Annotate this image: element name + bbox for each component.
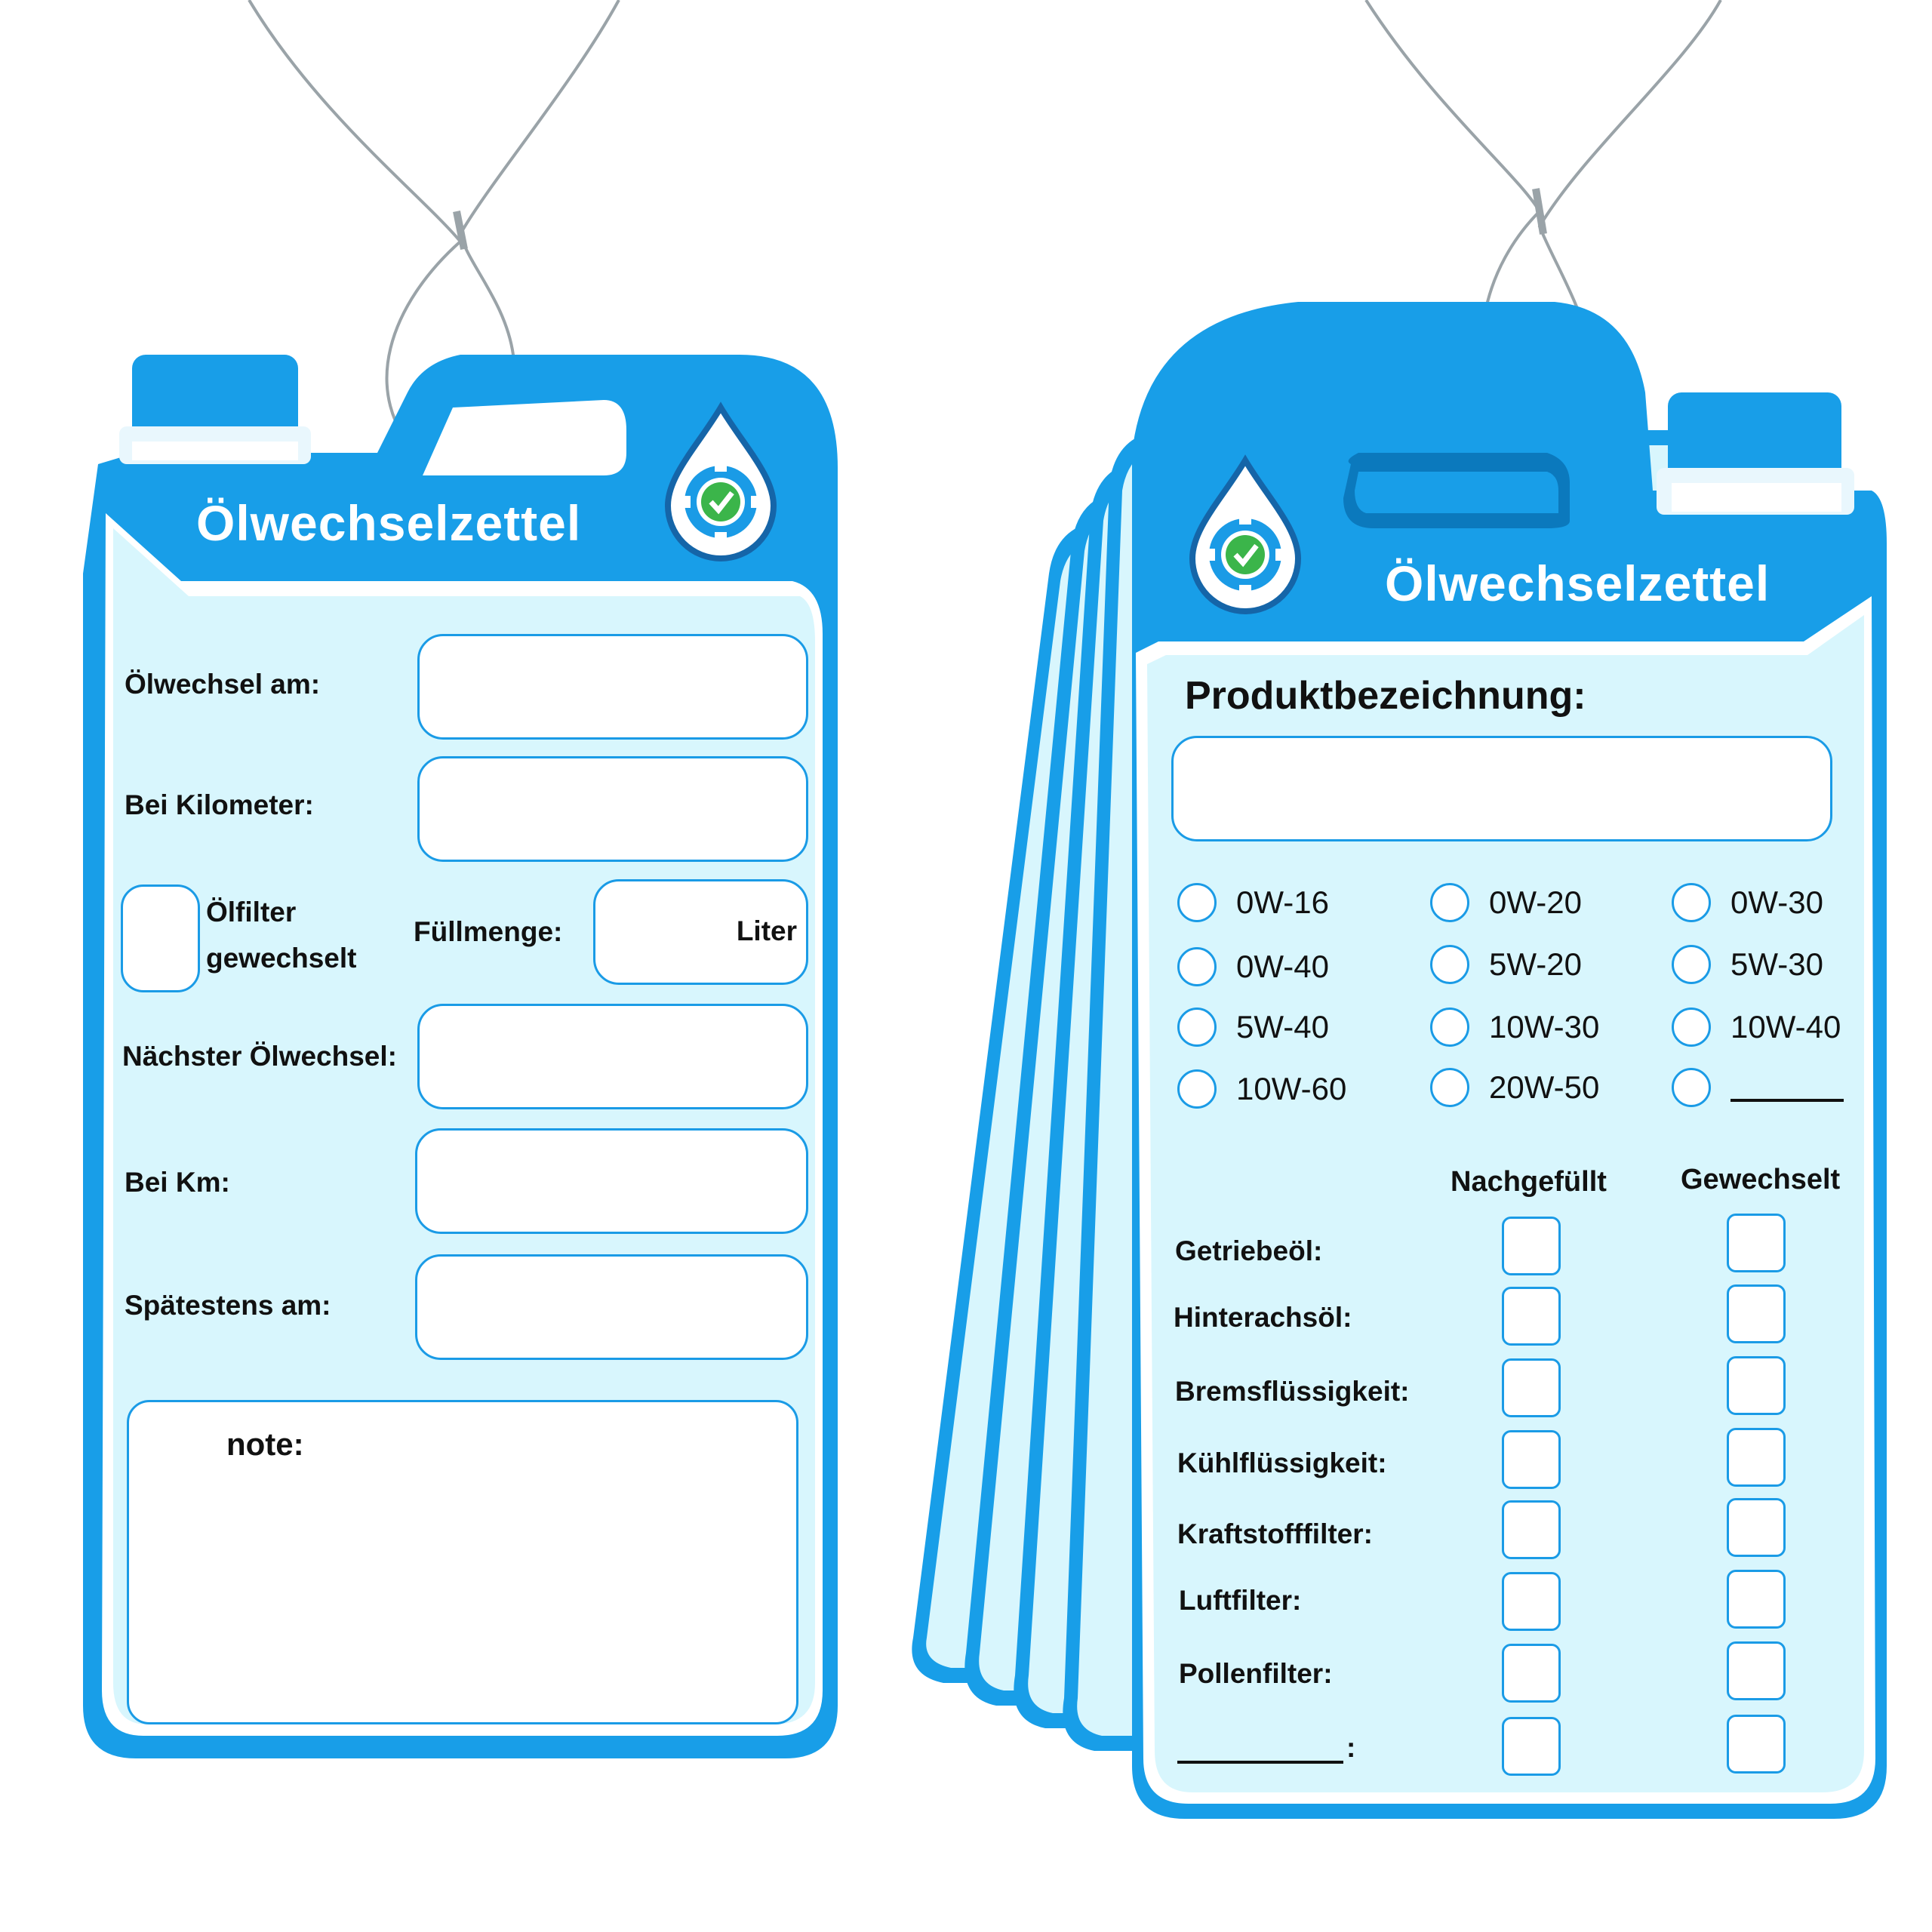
custom-viscosity-blank[interactable] bbox=[1730, 1073, 1844, 1102]
at-km-label: Bei Km: bbox=[125, 1167, 230, 1198]
latest-date-field[interactable] bbox=[415, 1254, 808, 1360]
latest-date-label: Spätestens am: bbox=[125, 1290, 331, 1321]
at-km-field[interactable] bbox=[415, 1128, 808, 1234]
viscosity-option[interactable]: 5W-20 bbox=[1430, 945, 1582, 984]
changed-checkbox[interactable] bbox=[1727, 1428, 1786, 1487]
viscosity-option[interactable]: 0W-20 bbox=[1430, 883, 1582, 922]
row-label: Hinterachsöl: bbox=[1174, 1302, 1352, 1333]
radio-button[interactable] bbox=[1177, 1069, 1217, 1109]
radio-button[interactable] bbox=[1430, 1068, 1469, 1107]
viscosity-option[interactable]: 10W-30 bbox=[1430, 1008, 1599, 1047]
oil-filter-checkbox[interactable] bbox=[121, 884, 200, 992]
front-tag-title: Ölwechselzettel bbox=[196, 495, 582, 551]
radio-button[interactable] bbox=[1672, 1068, 1711, 1107]
refilled-checkbox[interactable] bbox=[1502, 1500, 1561, 1559]
custom-row-blank[interactable] bbox=[1177, 1734, 1343, 1764]
viscosity-option[interactable]: 0W-16 bbox=[1177, 883, 1329, 922]
row-label: Getriebeöl: bbox=[1175, 1235, 1323, 1266]
row-label: Pollenfilter: bbox=[1179, 1658, 1333, 1689]
changed-checkbox[interactable] bbox=[1727, 1356, 1786, 1415]
viscosity-option-custom[interactable] bbox=[1672, 1068, 1844, 1107]
refilled-checkbox[interactable] bbox=[1502, 1572, 1561, 1631]
oil-filter-label-line1: Ölfilter bbox=[206, 897, 297, 928]
refilled-checkbox[interactable] bbox=[1502, 1358, 1561, 1417]
refilled-checkbox[interactable] bbox=[1502, 1430, 1561, 1489]
oil-filter-label-line2: gewechselt bbox=[206, 943, 357, 974]
radio-button[interactable] bbox=[1177, 947, 1217, 986]
fill-amount-field[interactable] bbox=[593, 879, 808, 985]
changed-checkbox[interactable] bbox=[1727, 1214, 1786, 1272]
liter-unit: Liter bbox=[736, 915, 797, 946]
oil-change-date-field[interactable] bbox=[417, 634, 808, 740]
row-label: Luftfilter: bbox=[1179, 1585, 1302, 1616]
viscosity-option[interactable]: 20W-50 bbox=[1430, 1068, 1599, 1107]
custom-row-label: : bbox=[1177, 1732, 1355, 1764]
row-label: Bremsflüssigkeit: bbox=[1175, 1376, 1410, 1407]
refilled-checkbox[interactable] bbox=[1502, 1217, 1561, 1275]
fill-amount-label: Füllmenge: bbox=[414, 916, 563, 947]
back-tag-title: Ölwechselzettel bbox=[1385, 555, 1770, 611]
changed-checkbox[interactable] bbox=[1727, 1715, 1786, 1774]
changed-checkbox[interactable] bbox=[1727, 1498, 1786, 1557]
viscosity-option[interactable]: 5W-40 bbox=[1177, 1008, 1329, 1047]
next-oil-change-field[interactable] bbox=[417, 1004, 808, 1109]
viscosity-option[interactable]: 0W-30 bbox=[1672, 883, 1823, 922]
refilled-checkbox[interactable] bbox=[1502, 1287, 1561, 1346]
row-label: Kraftstofffilter: bbox=[1177, 1518, 1373, 1549]
radio-button[interactable] bbox=[1672, 1008, 1711, 1047]
radio-button[interactable] bbox=[1177, 883, 1217, 922]
next-oil-change-label: Nächster Ölwechsel: bbox=[122, 1041, 397, 1072]
radio-button[interactable] bbox=[1430, 945, 1469, 984]
viscosity-option[interactable]: 5W-30 bbox=[1672, 945, 1823, 984]
note-label: note: bbox=[226, 1426, 304, 1462]
column-header-refilled: Nachgefüllt bbox=[1451, 1166, 1607, 1198]
radio-button[interactable] bbox=[1672, 883, 1711, 922]
changed-checkbox[interactable] bbox=[1727, 1641, 1786, 1700]
radio-button[interactable] bbox=[1177, 1008, 1217, 1047]
oil-change-date-label: Ölwechsel am: bbox=[125, 669, 321, 700]
product-label: Produktbezeichnung: bbox=[1185, 674, 1586, 718]
viscosity-option[interactable]: 10W-60 bbox=[1177, 1069, 1346, 1109]
changed-checkbox[interactable] bbox=[1727, 1284, 1786, 1343]
kilometer-label: Bei Kilometer: bbox=[125, 789, 314, 820]
radio-button[interactable] bbox=[1430, 883, 1469, 922]
product-field[interactable] bbox=[1171, 736, 1832, 841]
viscosity-option[interactable]: 0W-40 bbox=[1177, 947, 1329, 986]
radio-button[interactable] bbox=[1430, 1008, 1469, 1047]
refilled-checkbox[interactable] bbox=[1502, 1717, 1561, 1776]
changed-checkbox[interactable] bbox=[1727, 1570, 1786, 1629]
column-header-changed: Gewechselt bbox=[1681, 1164, 1841, 1195]
refilled-checkbox[interactable] bbox=[1502, 1644, 1561, 1703]
kilometer-field[interactable] bbox=[417, 756, 808, 862]
row-label: Kühlflüssigkeit: bbox=[1177, 1447, 1387, 1478]
radio-button[interactable] bbox=[1672, 945, 1711, 984]
viscosity-option[interactable]: 10W-40 bbox=[1672, 1008, 1841, 1047]
